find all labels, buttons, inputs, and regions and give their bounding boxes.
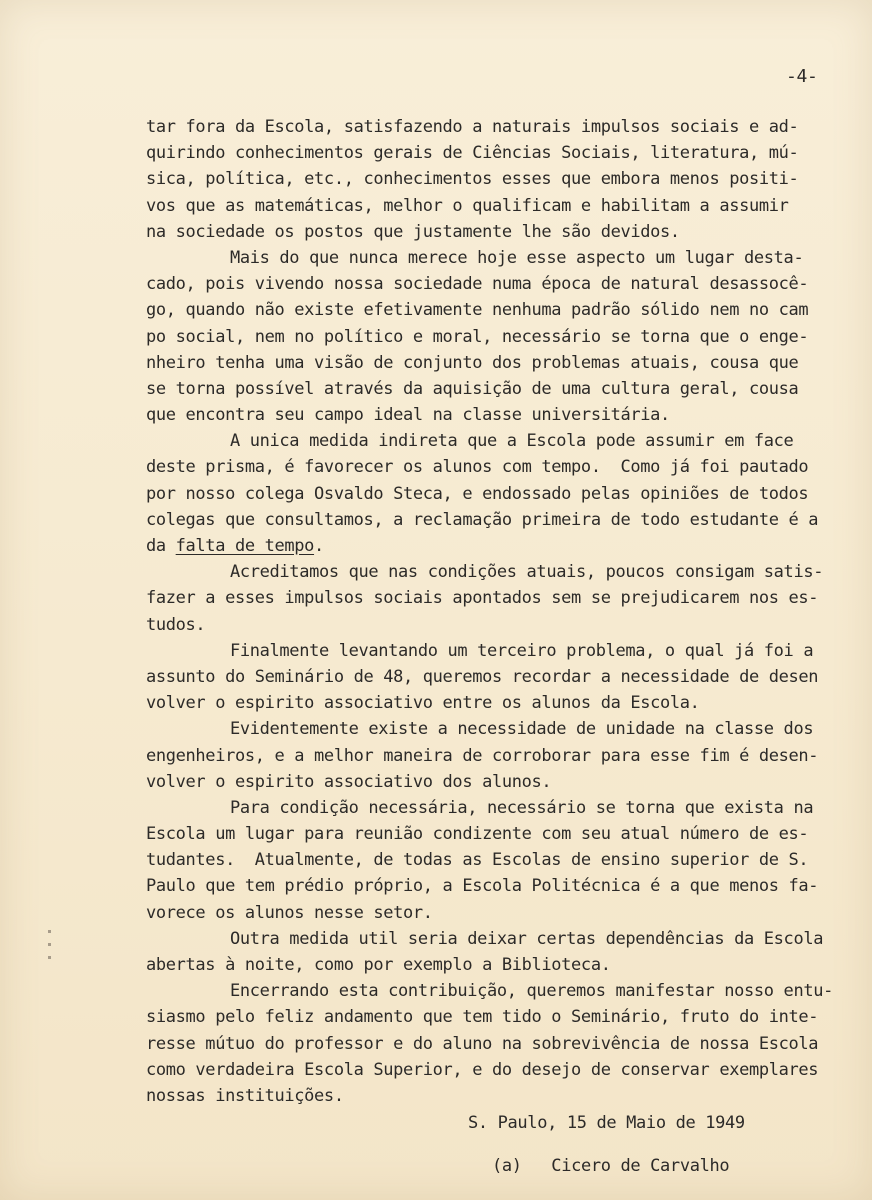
text-line: Encerrando esta contribuição, queremos manifestar nosso entu-	[230, 981, 833, 1002]
text-line: da falta de tempo.	[146, 536, 324, 556]
text-line: vorece os alunos nesse setor.	[146, 902, 433, 923]
text-line: que encontra seu campo ideal na classe universitária.	[146, 405, 670, 426]
text-line: Finalmente levantando um terceiro problema, o qual já foi a	[230, 640, 814, 661]
signature-name: (a) Cicero de Carvalho	[492, 1156, 730, 1176]
text-line: se torna possível através da aquisição de uma cultura geral, cousa	[146, 378, 799, 399]
text-line: A unica medida indireta que a Escola pode assumir em face	[230, 431, 794, 452]
text-line: por nosso colega Osvaldo Steca, e endossado pelas opiniões de todos	[146, 483, 809, 504]
text-line: po social, nem no político e moral, necessário se torna que o enge-	[146, 326, 809, 347]
text-line: engenheiros, e a melhor maneira de corroborar para esse fim é desen-	[146, 745, 819, 766]
text-line: abertas à noite, como por exemplo a Biblioteca.	[146, 955, 611, 975]
text-line: tudantes. Atualmente, de todas as Escolas de ensino superior de S.	[146, 850, 809, 871]
underlined-phrase: falta de tempo	[175, 536, 315, 556]
text-line: go, quando não existe efetivamente nenhuma padrão sólido nem no cam	[146, 300, 809, 321]
text-line: Escola um lugar para reunião condizente com seu atual número de es-	[146, 824, 809, 845]
text-line: Para condição necessária, necessário se torna que exista na	[230, 797, 814, 818]
signature-date: S. Paulo, 15 de Maio de 1949	[468, 1113, 745, 1133]
text-line: Paulo que tem prédio próprio, a Escola Politécnica é a que menos fa-	[146, 876, 819, 897]
text-line: fazer a esses impulsos sociais apontados sem se prejudicarem nos es-	[146, 588, 819, 609]
text-line: tudos.	[146, 614, 206, 635]
text-line: tar fora da Escola, satisfazendo a naturais impulsos sociais e ad-	[146, 117, 799, 137]
text-line: quirindo conhecimentos gerais de Ciências Sociais, literatura, mú-	[146, 143, 799, 164]
text-line: volver o espirito associativo entre os alunos da Escola.	[146, 693, 700, 714]
text-line: siasmo pelo feliz andamento que tem tido o Seminário, fruto do inte-	[146, 1007, 819, 1028]
text-line: nossas instituições.	[146, 1085, 344, 1106]
body-text	[146, 114, 846, 1109]
text-line: na sociedade os postos que justamente lhe são devidos.	[146, 221, 680, 242]
text-line: colegas que consultamos, a reclamação primeira de todo estudante é a	[146, 509, 819, 530]
text-line: deste prisma, é favorecer os alunos com tempo. Como já foi pautado	[146, 457, 809, 478]
page-number: -4-	[786, 66, 818, 87]
text-line: assunto do Seminário de 48, queremos recordar a necessidade de desen	[146, 666, 819, 687]
text-line: como verdadeira Escola Superior, e do desejo de conservar exemplares	[146, 1059, 819, 1080]
text-line: resse mútuo do professor e do aluno na sobrevivência de nossa Escola	[146, 1033, 819, 1054]
text-line: nheiro tenha uma visão de conjunto dos problemas atuais, cousa que	[146, 352, 799, 373]
text-line: sica, política, etc., conhecimentos esses que embora menos positi-	[146, 169, 799, 190]
text-line: cado, pois vivendo nossa sociedade numa época de natural desassocê-	[146, 274, 809, 295]
text-line: Evidentemente existe a necessidade de unidade na classe dos	[230, 719, 814, 740]
margin-marks	[48, 930, 54, 970]
text-line: vos que as matemáticas, melhor o qualificam e habilitam a assumir	[146, 195, 789, 216]
text-line: Mais do que nunca merece hoje esse aspecto um lugar desta-	[230, 247, 804, 268]
text-line: volver o espirito associativo dos alunos.	[146, 771, 552, 792]
text-line: Outra medida util seria deixar certas dependências da Escola	[230, 928, 824, 949]
text-line: Acreditamos que nas condições atuais, poucos consigam satis-	[230, 562, 824, 583]
